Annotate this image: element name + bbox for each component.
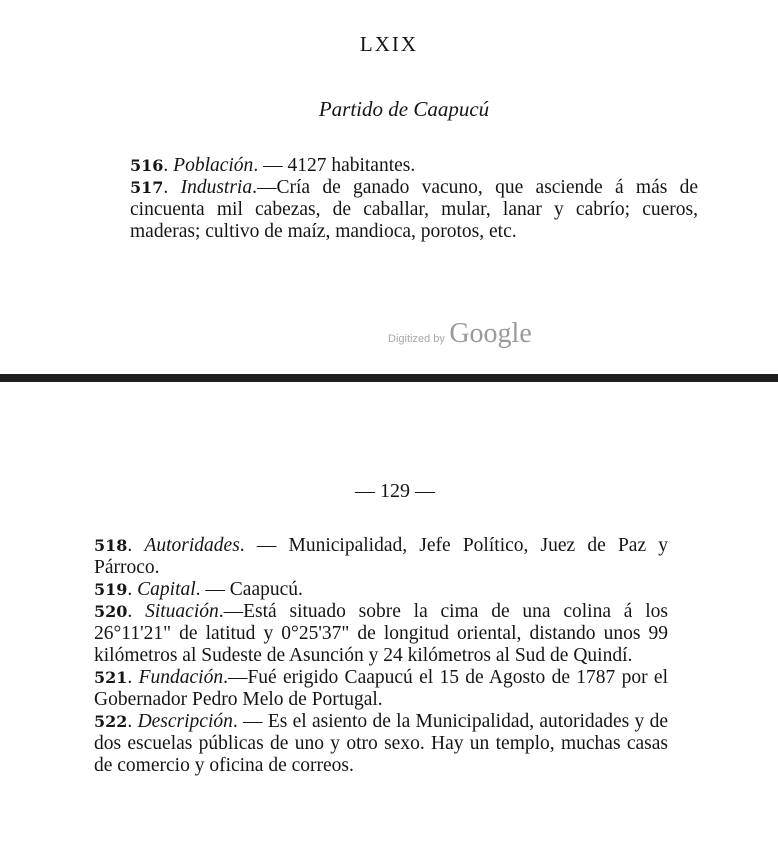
section-title: Partido de Caapucú: [318, 97, 490, 121]
entry-518: 518. Autoridades. — Municipalidad, Jefe Político, Juez de Paz y Párroco.: [94, 535, 669, 578]
watermark-prefix: Digitized by: [388, 333, 445, 345]
entry-text: Caapucú.: [229, 579, 303, 600]
entry-number: 520: [94, 602, 128, 621]
entry-label: Población: [173, 155, 254, 176]
entry-label: Capital: [137, 579, 196, 600]
entry-label: Descripción: [137, 711, 233, 732]
entry-text: Es el asiento de la Municipalidad, autoridades y de dos escuelas públicas de uno y otro sexo. Hay un templo, muchas casas de comercio y oficina de correos.: [94, 711, 668, 776]
page-divider: [0, 374, 778, 382]
lower-page: [0, 384, 778, 844]
entry-521: 521. Fundación.—Fué erigido Caapucú el 15 de Agosto de 1787 por el Gobernador Pedro Melo de Portugal.: [94, 667, 668, 710]
entry-separator: .—: [252, 177, 277, 198]
entry-separator: . —: [253, 155, 288, 176]
entry-separator: . —: [232, 711, 268, 732]
entry-label: Industria: [180, 177, 253, 198]
entry-number: 518: [94, 536, 128, 555]
digitized-watermark: [388, 318, 532, 350]
entry-517: 517. Industria.—Cría de ganado vacuno, que asciende á más de cincuenta mil cabezas, de caballar, mular, lanar y cabrío; cueros, maderas; cultivo de maíz, mandioca, porotos, etc.: [130, 177, 699, 242]
entry-text: Está situado sobre la cima de una colina á los 26°11'21" de latitud y 0°25'37" de longitud oriental, distando unos 99 kilómetros al Sudeste de Asunción y 24 kilómetros al Sud de Quindí.: [94, 601, 668, 666]
entry-separator: .—: [223, 667, 248, 688]
entry-separator: .—: [218, 601, 244, 622]
entry-number: 522: [94, 712, 128, 731]
page-number: — 129 —: [355, 480, 435, 502]
entry-text: Cría de ganado vacuno, que asciende á más de cincuenta mil cabezas, de caballar, mular, lanar y cabrío; cueros, maderas; cultivo de maíz, mandioca, porotos, etc.: [130, 177, 699, 242]
entry-label: Fundación: [138, 667, 224, 688]
entry-text: 4127 habitantes.: [287, 155, 416, 176]
entry-number: 517: [130, 178, 164, 197]
entry-separator: . —: [195, 579, 230, 600]
upper-page: [0, 0, 778, 374]
entry-text: Municipalidad, Jefe Político, Juez de Paz y Párroco.: [94, 535, 669, 578]
entry-separator: . —: [239, 535, 289, 556]
entry-522: 522. Descripción. — Es el asiento de la Municipalidad, autoridades y de dos escuelas públicas de uno y otro sexo. Hay un templo, muchas casas de comercio y oficina de correos.: [94, 711, 668, 776]
lower-entries: [74, 535, 668, 777]
roman-page-header: LXIX: [359, 32, 419, 56]
upper-entries: [110, 155, 698, 243]
entry-label: Autoridades: [144, 535, 240, 556]
entry-text: Fué erigido Caapucú el 15 de Agosto de 1787 por el Gobernador Pedro Melo de Portugal.: [94, 667, 668, 710]
entry-519: 519. Capital. — Caapucú.: [94, 579, 303, 600]
entry-number: 516: [130, 156, 164, 175]
entry-516: 516. Población. — 4127 habitantes.: [130, 155, 416, 176]
google-logo: Google: [449, 318, 532, 349]
entry-number: 519: [94, 580, 128, 599]
entry-520: 520. Situación.—Está situado sobre la cima de una colina á los 26°11'21" de latitud y 0°25'37" de longitud oriental, distando unos 99 kilómetros al Sudeste de Asunción y 24 kilómetros al Sud de Quindí.: [94, 601, 668, 666]
entry-label: Situación: [145, 601, 219, 622]
entry-number: 521: [94, 668, 128, 687]
